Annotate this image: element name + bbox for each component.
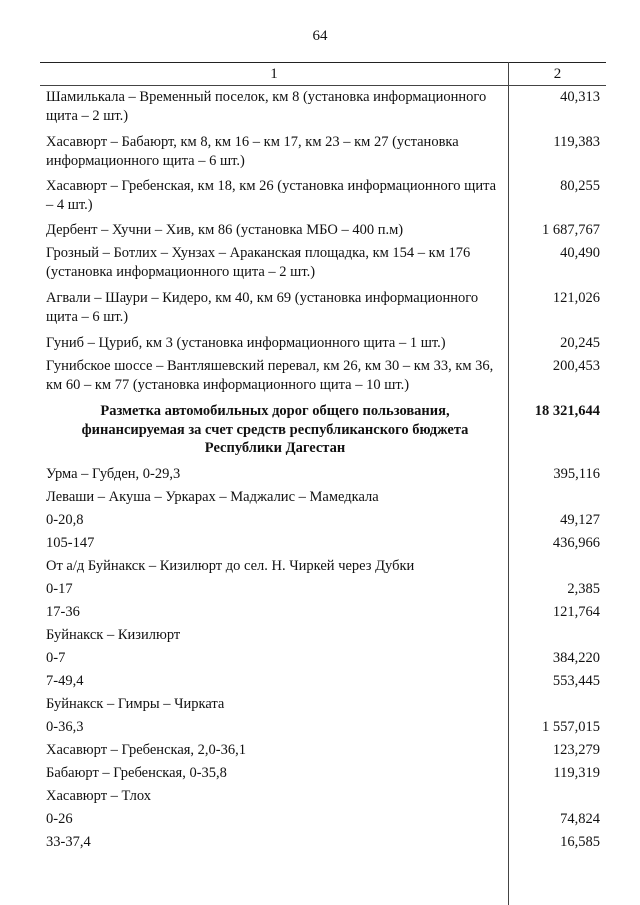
page-number: 64 xyxy=(312,28,328,44)
row-value: 40,490 xyxy=(560,245,600,261)
row-value: 20,245 xyxy=(560,335,600,351)
row-description: Гуниб – Цуриб, км 3 (установка информационного щита – 1 шт.) xyxy=(46,335,446,351)
table-top-rule xyxy=(40,62,606,63)
row-value: 121,764 xyxy=(552,604,600,620)
row-value: 2,385 xyxy=(567,581,600,597)
row-description: 17-36 xyxy=(46,604,80,620)
row-value: 1 557,015 xyxy=(542,719,600,735)
row-description: Агвали – Шаури – Кидеро, км 40, км 69 (установка информационного щита – 6 шт.) xyxy=(46,290,479,325)
row-value: 121,026 xyxy=(552,290,600,306)
row-description: 0-36,3 xyxy=(46,719,84,735)
row-description: Грозный – Ботлих – Хунзах – Араканская площадка, км 154 – км 176 (установка информационного щита – 2 шт.) xyxy=(46,245,471,280)
column-divider xyxy=(508,62,509,905)
row-value: 123,279 xyxy=(552,742,600,758)
row-description: Дербент – Хучни – Хив, км 86 (установка МБО – 400 п.м) xyxy=(46,222,404,238)
section-total: 18 321,644 xyxy=(534,403,600,419)
row-description: Бабаюрт – Гребенская, 0-35,8 xyxy=(46,765,227,781)
row-value: 200,453 xyxy=(552,358,600,374)
row-description: Буйнакск – Гимры – Чирката xyxy=(46,696,225,712)
row-description: 7-49,4 xyxy=(46,673,84,689)
row-description: Шамилькала – Временный поселок, км 8 (установка информационного щита – 2 шт.) xyxy=(46,89,487,124)
data-table xyxy=(40,62,606,905)
row-description: Хасавюрт – Гребенская, км 18, км 26 (установка информационного щита – 4 шт.) xyxy=(46,178,497,213)
row-description: От а/д Буйнакск – Кизилюрт до сел. Н. Чиркей через Дубки xyxy=(46,558,415,574)
row-description: 0-20,8 xyxy=(46,512,84,528)
row-value: 49,127 xyxy=(560,512,600,528)
row-description: 33-37,4 xyxy=(46,834,91,850)
column-header-1: 1 xyxy=(270,66,278,82)
row-value: 16,585 xyxy=(560,834,600,850)
row-description: 0-17 xyxy=(46,581,73,597)
column-header-2: 2 xyxy=(553,66,562,82)
row-value: 40,313 xyxy=(560,89,600,105)
row-value: 119,319 xyxy=(553,765,600,781)
row-description: Урма – Губден, 0-29,3 xyxy=(46,466,181,482)
row-description: 0-7 xyxy=(46,650,66,666)
row-value: 384,220 xyxy=(552,650,600,666)
row-value: 80,255 xyxy=(560,178,600,194)
header-rule xyxy=(40,85,606,86)
row-description: Хасавюрт – Бабаюрт, км 8, км 16 – км 17, км 23 – км 27 (установка информационного щита – 6 шт.) xyxy=(46,134,459,169)
row-description: Хасавюрт – Тлох xyxy=(46,788,152,804)
row-value: 119,383 xyxy=(553,134,600,150)
row-description: Буйнакск – Кизилюрт xyxy=(46,627,181,643)
row-value: 74,824 xyxy=(560,811,600,827)
section-heading: Разметка автомобильных дорог общего пользования, финансируемая за счет средств республиканского бюджета Республики Дагестан xyxy=(81,403,469,456)
row-description: Хасавюрт – Гребенская, 2,0-36,1 xyxy=(46,742,247,758)
row-description: Гунибское шоссе – Вантляшевский перевал, км 26, км 30 – км 33, км 36, км 60 – км 77 (установка информационного щита – 10 шт.) xyxy=(46,358,494,393)
row-description: 0-26 xyxy=(46,811,73,827)
row-value: 436,966 xyxy=(552,535,600,551)
row-value: 395,116 xyxy=(553,466,600,482)
row-description: Леваши – Акуша – Уркарах – Маджалис – Мамедкала xyxy=(46,489,379,505)
row-description: 105-147 xyxy=(46,535,95,551)
row-value: 1 687,767 xyxy=(542,222,600,238)
row-value: 553,445 xyxy=(552,673,600,689)
